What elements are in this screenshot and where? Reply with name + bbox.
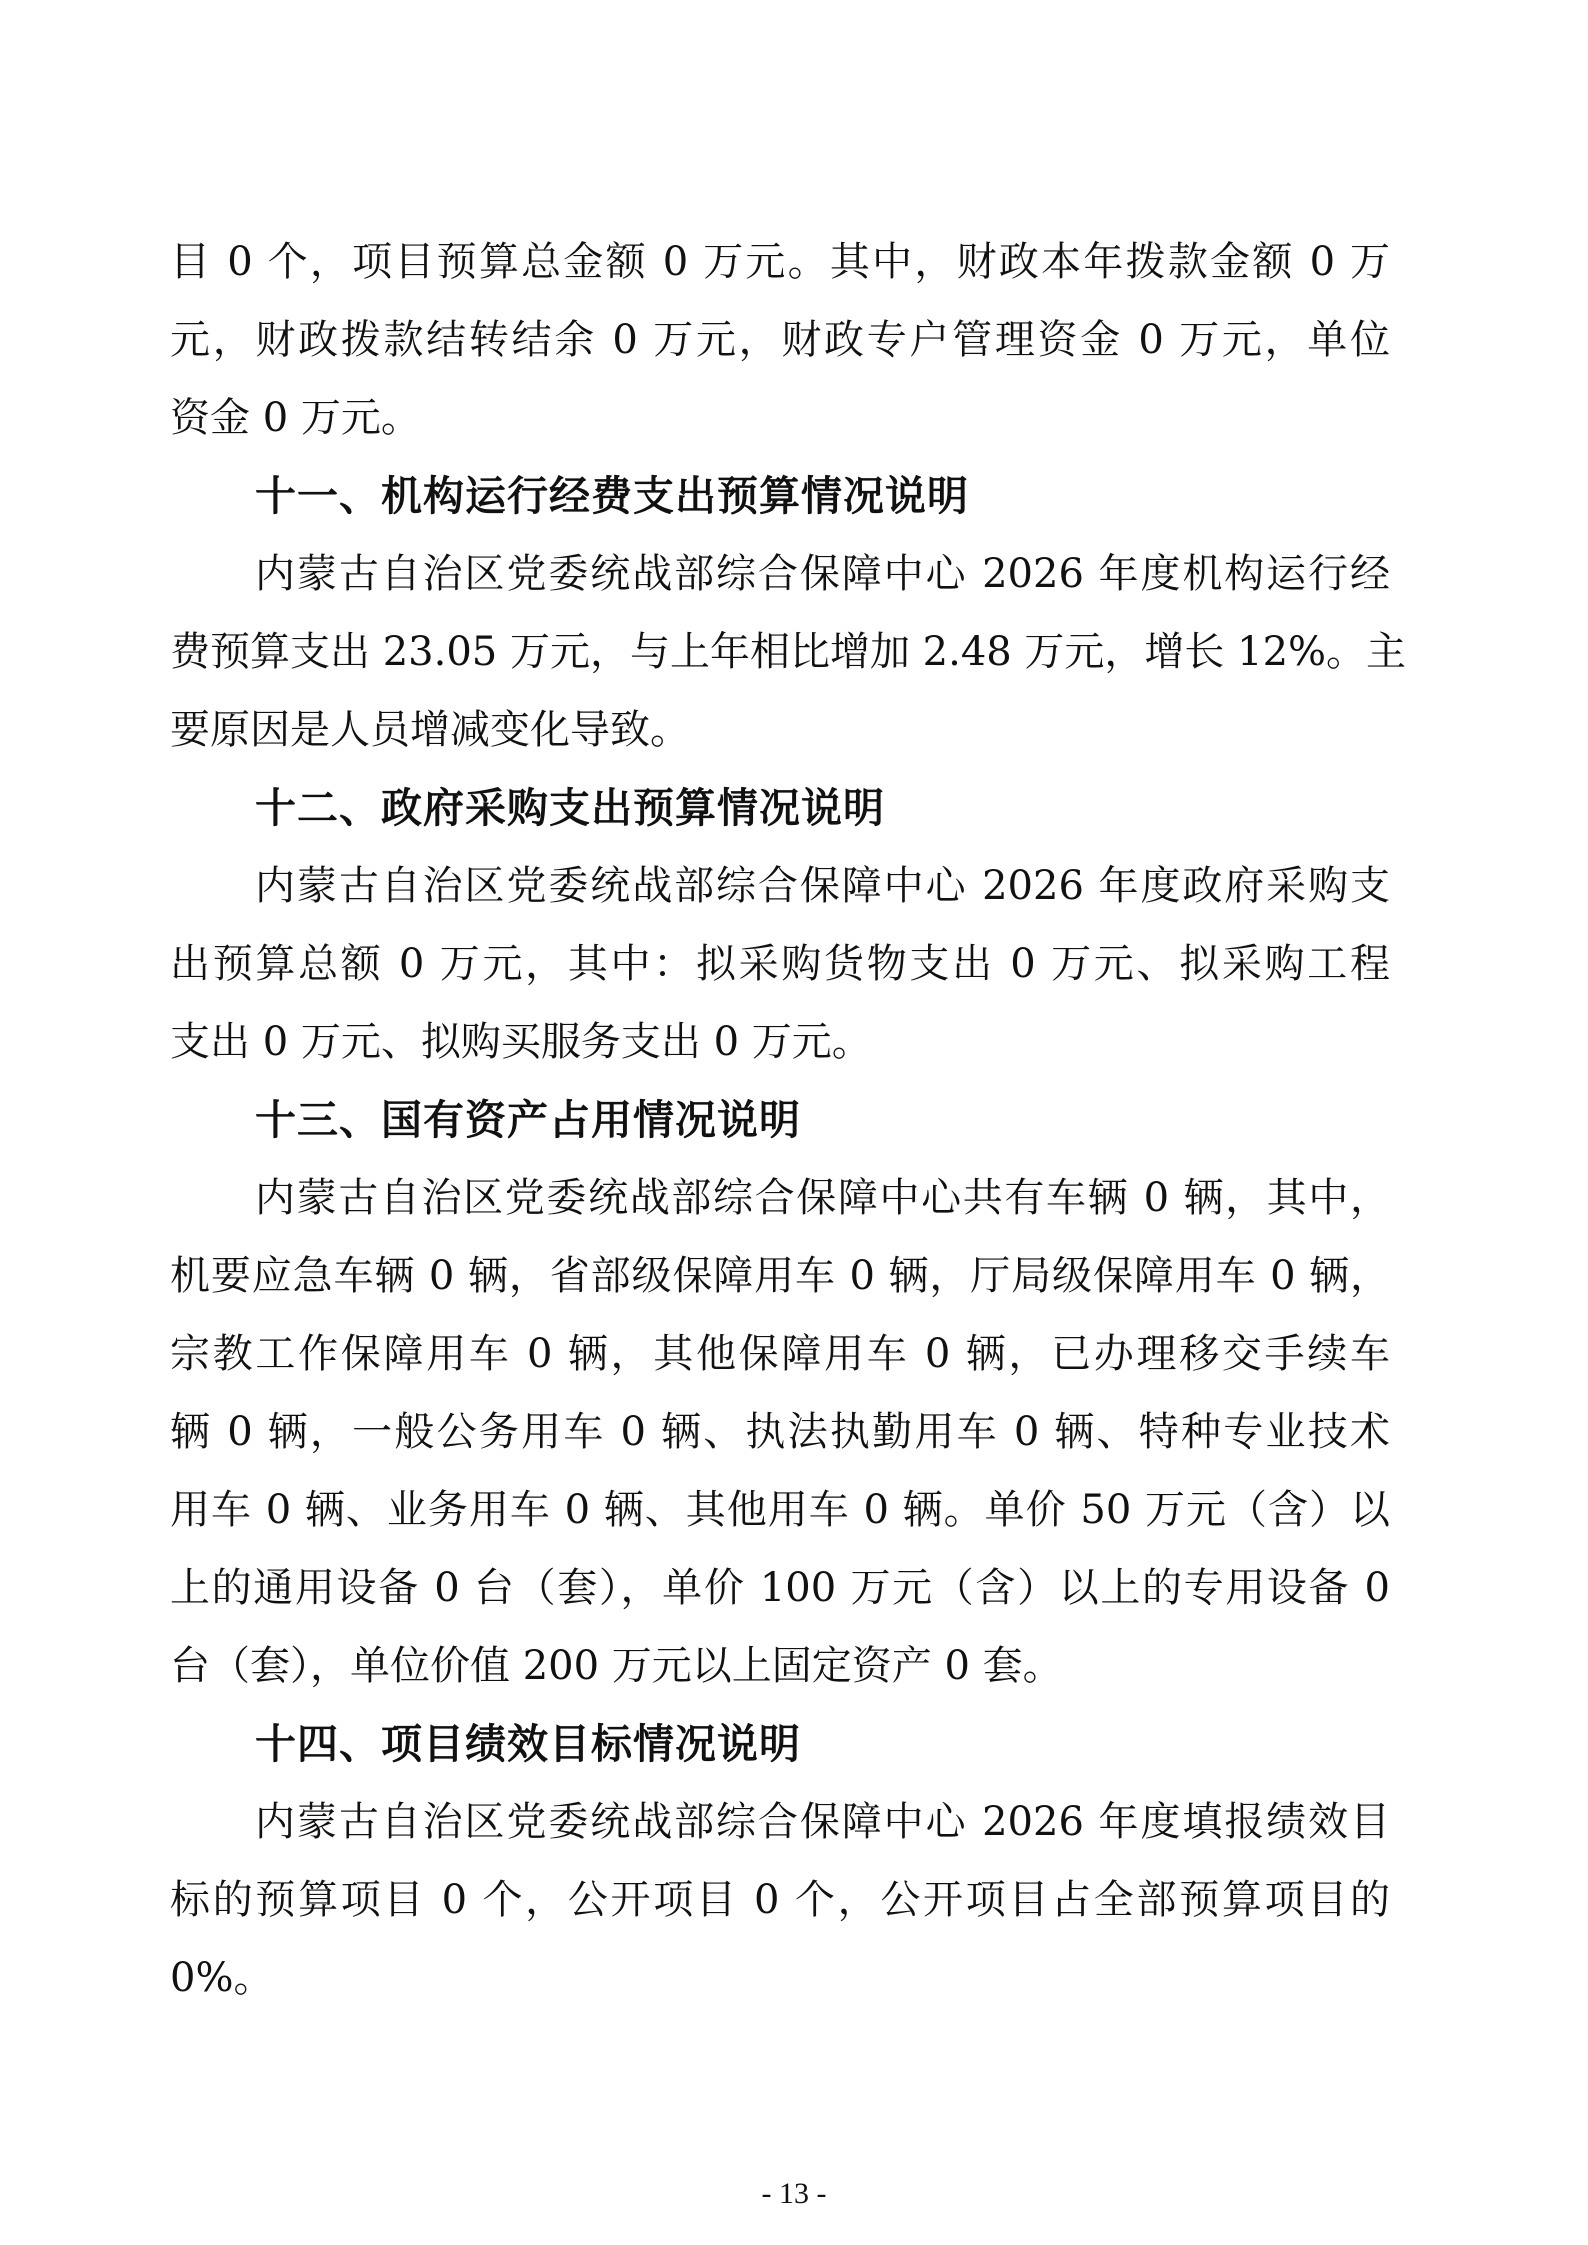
paragraph-line: 内蒙古自治区党委统战部综合保障中心 2026 年度填报绩效目 bbox=[255, 1799, 1390, 1845]
paragraph-line: 辆 0 辆，一般公务用车 0 辆、执法执勤用车 0 辆、特种专业技术 bbox=[170, 1409, 1390, 1455]
section-heading-13: 十三、国有资产占用情况说明 bbox=[255, 1096, 801, 1144]
paragraph-line: 内蒙古自治区党委统战部综合保障中心 2026 年度政府采购支 bbox=[255, 863, 1390, 909]
paragraph-line: 台（套），单位价值 200 万元以上固定资产 0 套。 bbox=[170, 1643, 1063, 1689]
section-heading-14: 十四、项目绩效目标情况说明 bbox=[255, 1720, 801, 1768]
paragraph-line: 0%。 bbox=[170, 1955, 274, 2001]
paragraph-line: 支出 0 万元、拟购买服务支出 0 万元。 bbox=[170, 1019, 872, 1065]
paragraph-line: 标的预算项目 0 个，公开项目 0 个，公开项目占全部预算项目的 bbox=[170, 1877, 1390, 1923]
paragraph-line: 目 0 个，项目预算总金额 0 万元。其中，财政本年拨款金额 0 万 bbox=[170, 239, 1390, 285]
paragraph-line: 元，财政拨款结转结余 0 万元，财政专户管理资金 0 万元，单位 bbox=[170, 317, 1390, 363]
section-heading-11: 十一、机构运行经费支出预算情况说明 bbox=[255, 472, 969, 520]
paragraph-line: 内蒙古自治区党委统战部综合保障中心共有车辆 0 辆，其中， bbox=[255, 1175, 1390, 1221]
paragraph-line: 资金 0 万元。 bbox=[170, 395, 421, 441]
paragraph-line: 机要应急车辆 0 辆，省部级保障用车 0 辆，厅局级保障用车 0 辆， bbox=[170, 1253, 1390, 1299]
paragraph-line: 要原因是人员增减变化导致。 bbox=[170, 707, 690, 753]
paragraph-line: 出预算总额 0 万元，其中：拟采购货物支出 0 万元、拟采购工程 bbox=[170, 941, 1390, 987]
paragraph-line: 内蒙古自治区党委统战部综合保障中心 2026 年度机构运行经 bbox=[255, 551, 1390, 597]
paragraph-line: 用车 0 辆、业务用车 0 辆、其他用车 0 辆。单价 50 万元（含）以 bbox=[170, 1487, 1390, 1533]
page-number: - 13 - bbox=[761, 2177, 827, 2210]
paragraph-line: 宗教工作保障用车 0 辆，其他保障用车 0 辆，已办理移交手续车 bbox=[170, 1331, 1390, 1377]
section-heading-12: 十二、政府采购支出预算情况说明 bbox=[255, 784, 885, 832]
paragraph-line: 上的通用设备 0 台（套），单价 100 万元（含）以上的专用设备 0 bbox=[170, 1565, 1390, 1611]
paragraph-line: 费预算支出 23.05 万元，与上年相比增加 2.48 万元，增长 12%。主 bbox=[170, 629, 1407, 675]
